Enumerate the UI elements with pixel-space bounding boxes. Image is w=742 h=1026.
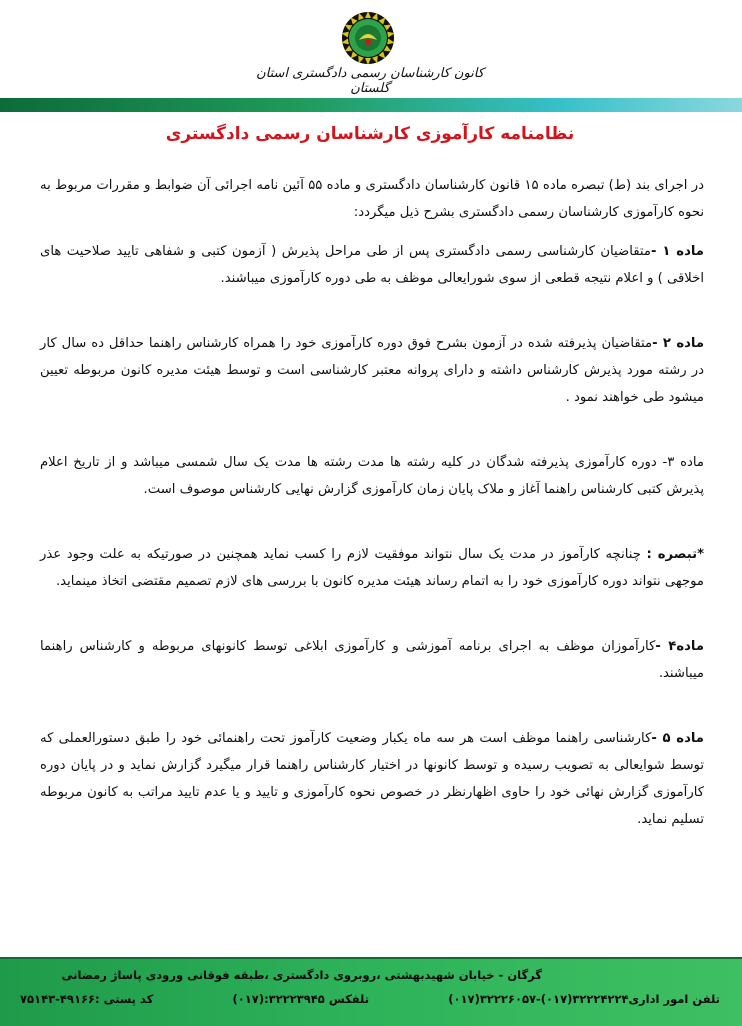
article-text: متقاضیان کارشناسی رسمی دادگستری پس از طی مراحل پذیرش ( آزمون کتبی و شفاهی تایید صلاحیت های اخلاقی ) و اعلام نتیجه قطعی از سوی شورایعالی موظف به طی دوره کارآموزی میباشند. xyxy=(40,244,704,286)
article-label: ماده ۲ - xyxy=(652,336,704,351)
note-label: *تبصره : xyxy=(646,547,704,562)
postal-code: کد پستی :۴۹۱۶۶-۷۵۱۴۳ xyxy=(20,992,154,1006)
footer-contacts xyxy=(20,992,720,1006)
kanoon-logo-icon xyxy=(338,10,398,66)
article-2 xyxy=(40,330,704,411)
organization-name: کانون کارشناسان رسمی دادگستری استان گلستان xyxy=(256,66,484,96)
article-label: ماده ۵ - xyxy=(651,731,704,746)
article-text: ماده ۳- دوره کارآموزی پذیرفته شدگان در کلیه رشته ها مدت رشته ها مدت یک سال شمسی میباشد و از تاریخ اعلام پذیرش کتبی کارشناس راهنما آغاز و ملاک پایان زمان کارآموزی گزارش نهایی کارشناس موصوف است. xyxy=(40,455,704,497)
note-paragraph xyxy=(40,541,704,595)
article-label: ماده۴ - xyxy=(655,639,704,654)
article-1 xyxy=(40,238,704,292)
admin-phone: تلفن امور اداری۳۲۲۲۴۲۲۴(۰۱۷)-۳۲۲۲۶۰۵۷(۰۱۷) xyxy=(448,992,720,1006)
intro-paragraph: در اجرای بند (ط) تبصره ماده ۱۵ قانون کارشناسان دادگستری و ماده ۵۵ آئین نامه اجرائی آن ضوابط و مقررات مربوط به نحوه کارآموزی کارشناسان رسمی دادگستری بشرح ذیل میگردد: xyxy=(40,178,704,220)
article-label: ماده ۱ - xyxy=(650,244,704,259)
article-text: کارآموزان موظف به اجرای برنامه آموزشی و کارآموزی ابلاغی توسط کانونهای مربوطه و کارشناس راهنما میباشند. xyxy=(40,639,704,681)
article-5 xyxy=(40,725,704,833)
footer-address: گرگان - خیابان شهیدبهشتی ،روبروی دادگستری ،طبقه فوقانی ورودی پاساژ رمضانی xyxy=(61,968,542,982)
document-body xyxy=(40,172,704,833)
fax-number: تلفکس ۳۲۲۲۳۹۴۵:(۰۱۷) xyxy=(232,992,370,1006)
document-title: نظامنامه کارآموزی کارشناسان رسمی دادگستری xyxy=(165,124,575,144)
article-4 xyxy=(40,633,704,687)
article-text: متقاضیان پذیرفته شده در آزمون بشرح فوق دوره کارآموزی خود را همراه کارشناس راهنما حداقل ده سال کار در رشته مورد پذیرش کارشناس داشته و دارای پروانه معتبر کارشناسی است و توسط هیئت مدیره کانون مربوطه تعیین میشود طی خواهند نمود . xyxy=(40,336,704,405)
header-color-band xyxy=(0,98,742,112)
footer-bar xyxy=(0,957,742,1026)
article-text: کارشناسی راهنما موظف است هر سه ماه یکبار وضعیت کارآموز تحت راهنمائی خود را طبق دستورالعملی که توسط شوایعالی به تصویب رسیده و توسط کانونها در اختیار کارشناس راهنما قرار میگیرد گزارش نماید و در پایان دوره کارآموزی گزارش نهائی خود را حاوی اظهارنظر در خصوص نحوه کارآموزی و تایید و یا عدم تایید مراتب به کانون مربوطه تسلیم نماید. xyxy=(40,731,704,827)
article-text: چنانچه کارآموز در مدت یک سال نتواند موفقیت لازم را کسب نماید همچنین در صورتیکه به علت وجود عذر موجهی نتواند دوره کارآموزی خود را به اتمام رساند هیئت مدیره کانون با بررسی های لازم تصمیم مقتضی اتخاذ مینماید. xyxy=(40,547,704,589)
article-3 xyxy=(40,449,704,503)
